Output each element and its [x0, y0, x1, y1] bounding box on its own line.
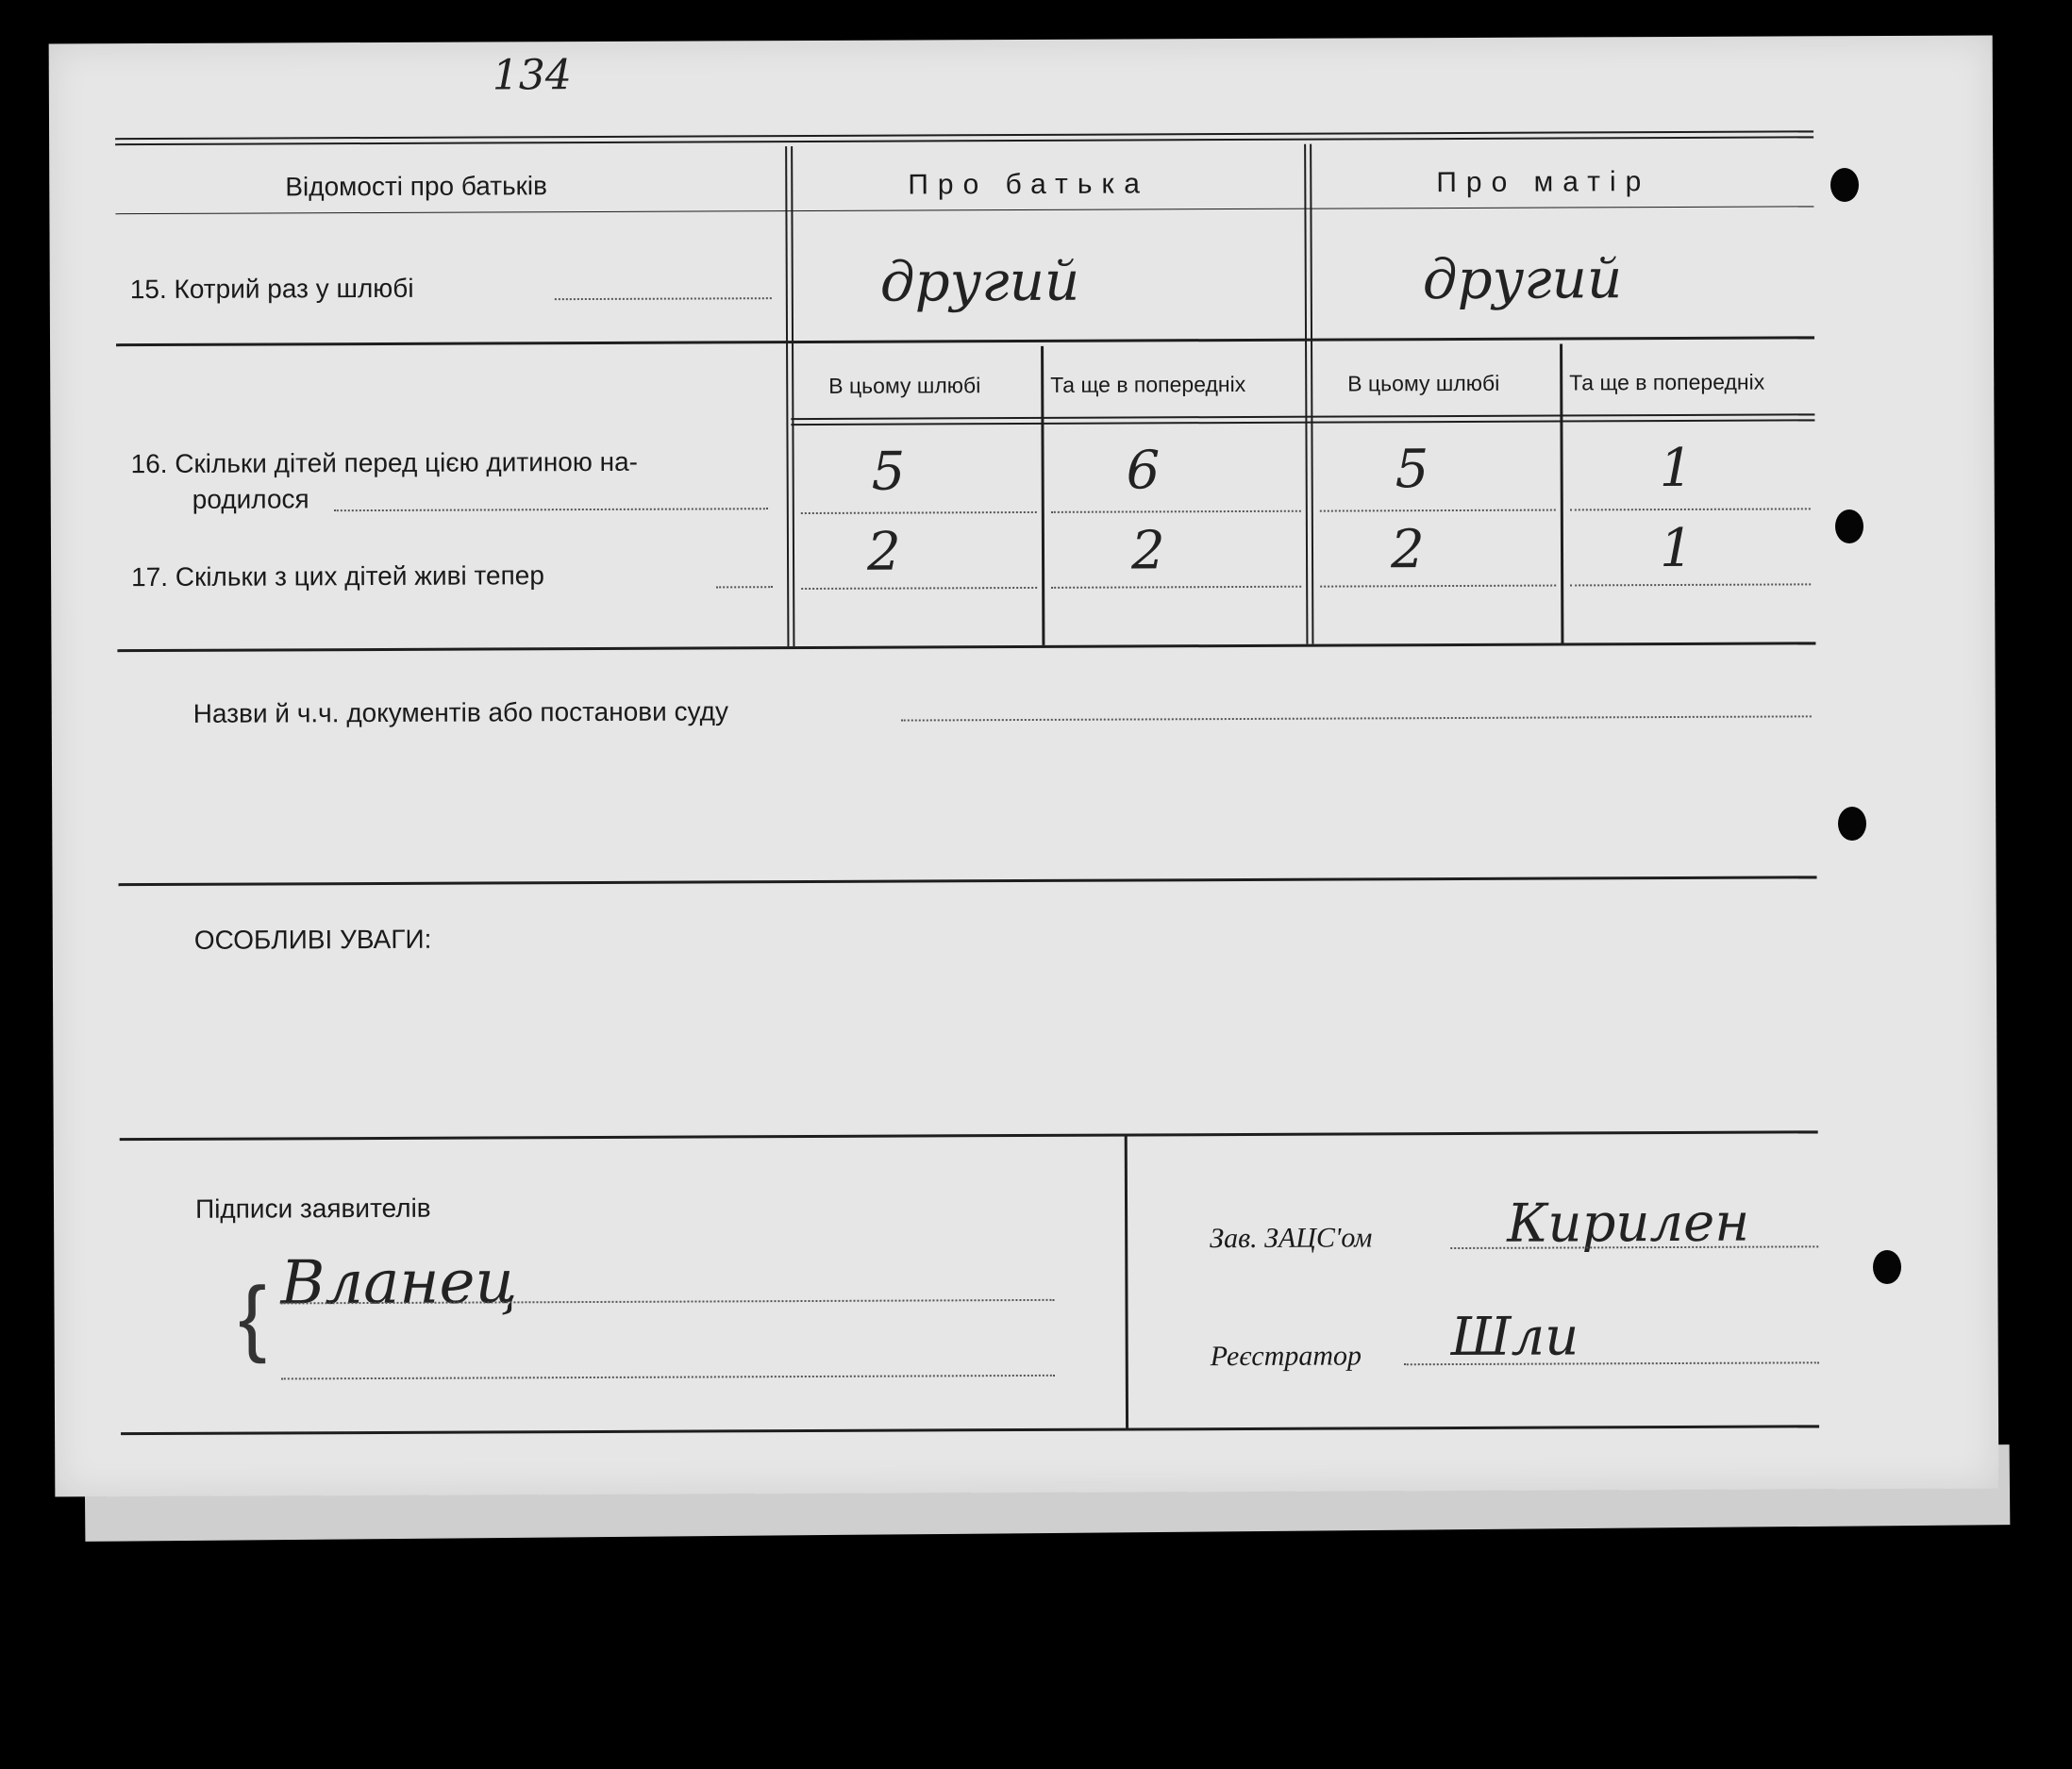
row17-label: 17. Скільки з цих дітей живі тепер — [131, 560, 544, 592]
row17-dots-4 — [1570, 583, 1811, 586]
subheader-mother-this: В цьому шлюбі — [1347, 370, 1500, 396]
row17-dots-2 — [1051, 586, 1301, 589]
documents-value-line — [901, 715, 1812, 721]
remarks-label: ОСОБЛИВІ УВАГИ: — [193, 924, 432, 955]
sub-divider-father — [1041, 346, 1044, 645]
row16-father-previous: 6 — [1126, 440, 1161, 502]
row16-mother-this: 5 — [1395, 439, 1429, 501]
row17-leader — [716, 586, 773, 588]
row15-label: 15. Котрий раз у шлюбі — [129, 273, 414, 305]
row16-dots-3 — [1320, 509, 1556, 512]
subheader-rule — [791, 413, 1814, 426]
punch-hole — [1835, 509, 1863, 543]
row16-label-line1: 16. Скільки дітей перед цією дитиною на- — [130, 446, 639, 479]
signatures-divider — [1125, 1136, 1128, 1428]
applicants-label: Підписи заявителів — [194, 1193, 431, 1224]
header-rule — [115, 206, 1813, 214]
row16-leader — [334, 508, 768, 511]
row17-mother-this: 2 — [1390, 519, 1425, 581]
remarks-rule — [120, 1130, 1818, 1141]
row16-mother-previous: 1 — [1659, 437, 1694, 500]
punch-hole — [1830, 168, 1859, 202]
brace-icon: { — [238, 1270, 267, 1365]
documents-label: Назви й ч.ч. документів або постанови суду — [192, 696, 729, 728]
registrar-signature: Шли — [1450, 1306, 1579, 1369]
row17-mother-previous: 1 — [1659, 517, 1694, 580]
sub-divider-mother — [1560, 344, 1563, 643]
row17-dots-1 — [801, 587, 1037, 590]
row17-dots-3 — [1320, 585, 1556, 588]
row17-father-previous: 2 — [1130, 520, 1165, 582]
head-label: Зав. ЗАЦС'ом — [1210, 1222, 1373, 1255]
row17-father-this: 2 — [866, 521, 901, 583]
row15-father-value: другий — [879, 248, 1080, 314]
bottom-rule — [121, 1425, 1819, 1435]
column-divider-left — [785, 146, 794, 646]
subheader-father-previous: Та ще в попередніх — [1050, 371, 1246, 397]
punch-hole — [1838, 807, 1866, 841]
archive-annotation: 134 — [492, 51, 572, 100]
row16-dots-1 — [801, 511, 1037, 514]
punch-hole — [1873, 1250, 1901, 1284]
subheader-father-this: В цьому шлюбі — [828, 373, 981, 398]
row15-mother-value: другий — [1422, 246, 1623, 312]
registrar-label: Реєстратор — [1210, 1340, 1362, 1373]
header-mother: Про матір — [1436, 166, 1651, 199]
subheader-mother-previous: Та ще в попередніх — [1569, 369, 1765, 395]
header-father: Про батька — [908, 168, 1150, 201]
table-bottom-rule — [117, 642, 1815, 652]
head-signature: Кирилен — [1506, 1192, 1750, 1255]
row16-label-line2: родилося — [192, 484, 309, 514]
document-page — [49, 36, 1999, 1497]
row16-father-this: 5 — [871, 441, 906, 503]
column-divider-middle — [1304, 144, 1313, 644]
row15-leader — [555, 297, 772, 300]
row16-dots-4 — [1570, 508, 1811, 510]
applicant-signature: Вланец — [280, 1247, 518, 1319]
top-rule — [115, 130, 1813, 145]
row16-dots-2 — [1051, 510, 1301, 513]
applicant-line-2 — [281, 1375, 1055, 1380]
documents-rule — [119, 876, 1817, 886]
header-parents-info: Відомості про батьків — [285, 171, 548, 202]
